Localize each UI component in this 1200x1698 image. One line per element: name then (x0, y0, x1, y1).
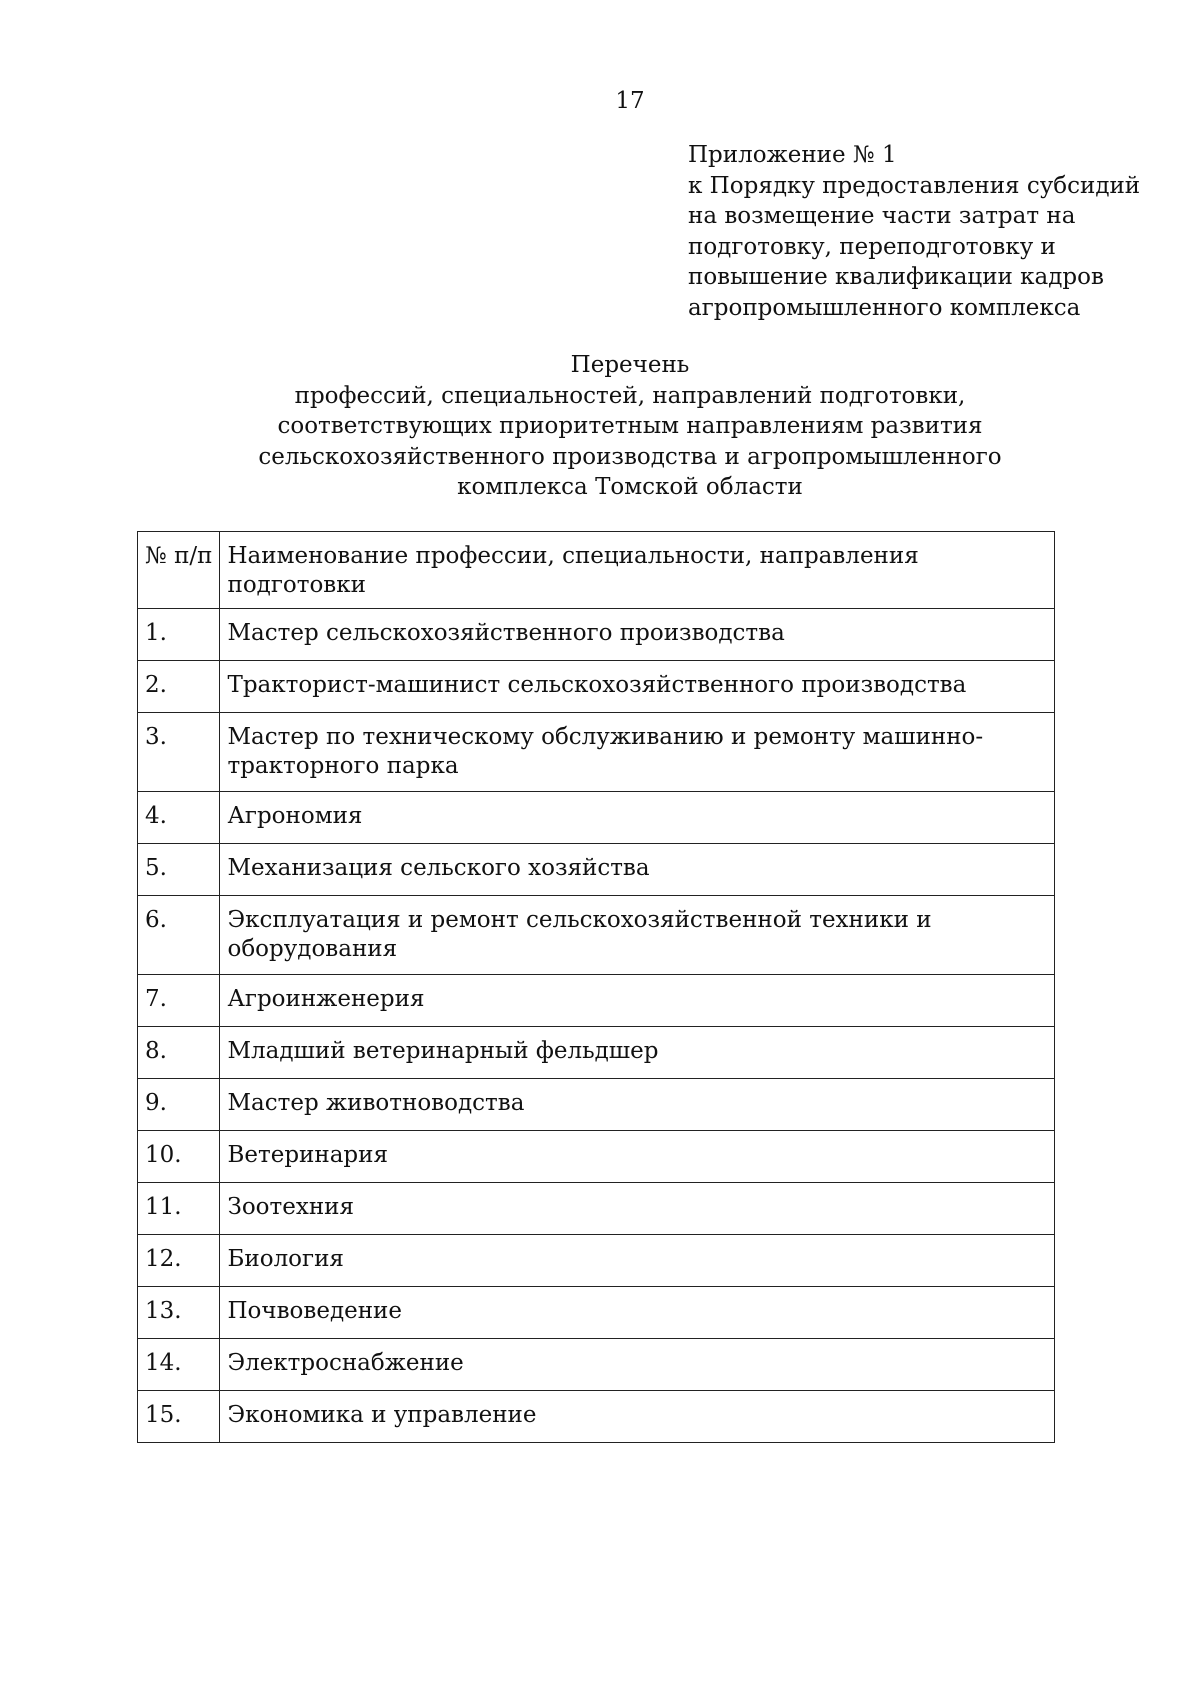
table-row (138, 1027, 1055, 1079)
row-name: Ветеринария (220, 1131, 1055, 1183)
row-number: 9. (138, 1079, 220, 1131)
appendix-reference (688, 140, 1140, 323)
row-number: 2. (138, 661, 220, 713)
professions-table (137, 531, 1055, 1443)
appendix-line: подготовку, переподготовку и (688, 233, 1056, 260)
row-name: Почвоведение (220, 1287, 1055, 1339)
table-row (138, 1339, 1055, 1391)
table-row (138, 1235, 1055, 1287)
row-name: Младший ветеринарный фельдшер (220, 1027, 1055, 1079)
appendix-line: агропромышленного комплекса (688, 294, 1081, 321)
table-row (138, 1183, 1055, 1235)
row-name: Биология (220, 1235, 1055, 1287)
row-name: Агроинженерия (220, 975, 1055, 1027)
row-number: 7. (138, 975, 220, 1027)
table-row (138, 844, 1055, 896)
row-name: Электроснабжение (220, 1339, 1055, 1391)
row-number: 5. (138, 844, 220, 896)
row-number: 1. (138, 609, 220, 661)
table-row (138, 609, 1055, 661)
page-number: 17 (615, 88, 645, 114)
table-row (138, 896, 1055, 975)
row-number: 13. (138, 1287, 220, 1339)
row-number: 6. (138, 896, 220, 975)
row-name: Экономика и управление (220, 1391, 1055, 1443)
row-name: Мастер по техническому обслуживанию и ремонту машинно-тракторного парка (220, 713, 1055, 792)
row-number: 12. (138, 1235, 220, 1287)
table-row (138, 1079, 1055, 1131)
heading-subtitle-line: сельскохозяйственного производства и агропромышленного (258, 443, 1002, 470)
table-row (138, 792, 1055, 844)
row-name: Мастер сельскохозяйственного производства (220, 609, 1055, 661)
table-row (138, 713, 1055, 792)
row-name: Агрономия (220, 792, 1055, 844)
appendix-line: повышение квалификации кадров (688, 264, 1104, 290)
table-row (138, 1131, 1055, 1183)
heading-subtitle-line: профессий, специальностей, направлений подготовки, (294, 382, 966, 409)
heading-subtitle-line: комплекса Томской области (457, 474, 803, 500)
appendix-line: на возмещение части затрат на (688, 203, 1076, 229)
table-row (138, 1287, 1055, 1339)
row-number: 15. (138, 1391, 220, 1443)
row-name: Зоотехния (220, 1183, 1055, 1235)
table-row (138, 975, 1055, 1027)
row-number: 14. (138, 1339, 220, 1391)
heading-title: Перечень (570, 352, 690, 378)
column-header-name: Наименование профессии, специальности, направления подготовки (220, 532, 1055, 609)
row-name: Эксплуатация и ремонт сельскохозяйственной техники и оборудования (220, 896, 1055, 975)
appendix-line: к Порядку предоставления субсидий (688, 172, 1141, 199)
appendix-line: Приложение № 1 (688, 142, 897, 168)
row-number: 4. (138, 792, 220, 844)
row-name: Тракторист-машинист сельскохозяйственного производства (220, 661, 1055, 713)
row-name: Мастер животноводства (220, 1079, 1055, 1131)
document-heading (0, 350, 1200, 503)
row-number: 3. (138, 713, 220, 792)
row-name: Механизация сельского хозяйства (220, 844, 1055, 896)
heading-subtitle-line: соответствующих приоритетным направлениям развития (277, 413, 983, 439)
row-number: 11. (138, 1183, 220, 1235)
row-number: 8. (138, 1027, 220, 1079)
table-row (138, 1391, 1055, 1443)
table-row (138, 661, 1055, 713)
row-number: 10. (138, 1131, 220, 1183)
table-header-row (138, 532, 1055, 609)
column-header-number: № п/п (138, 532, 220, 609)
